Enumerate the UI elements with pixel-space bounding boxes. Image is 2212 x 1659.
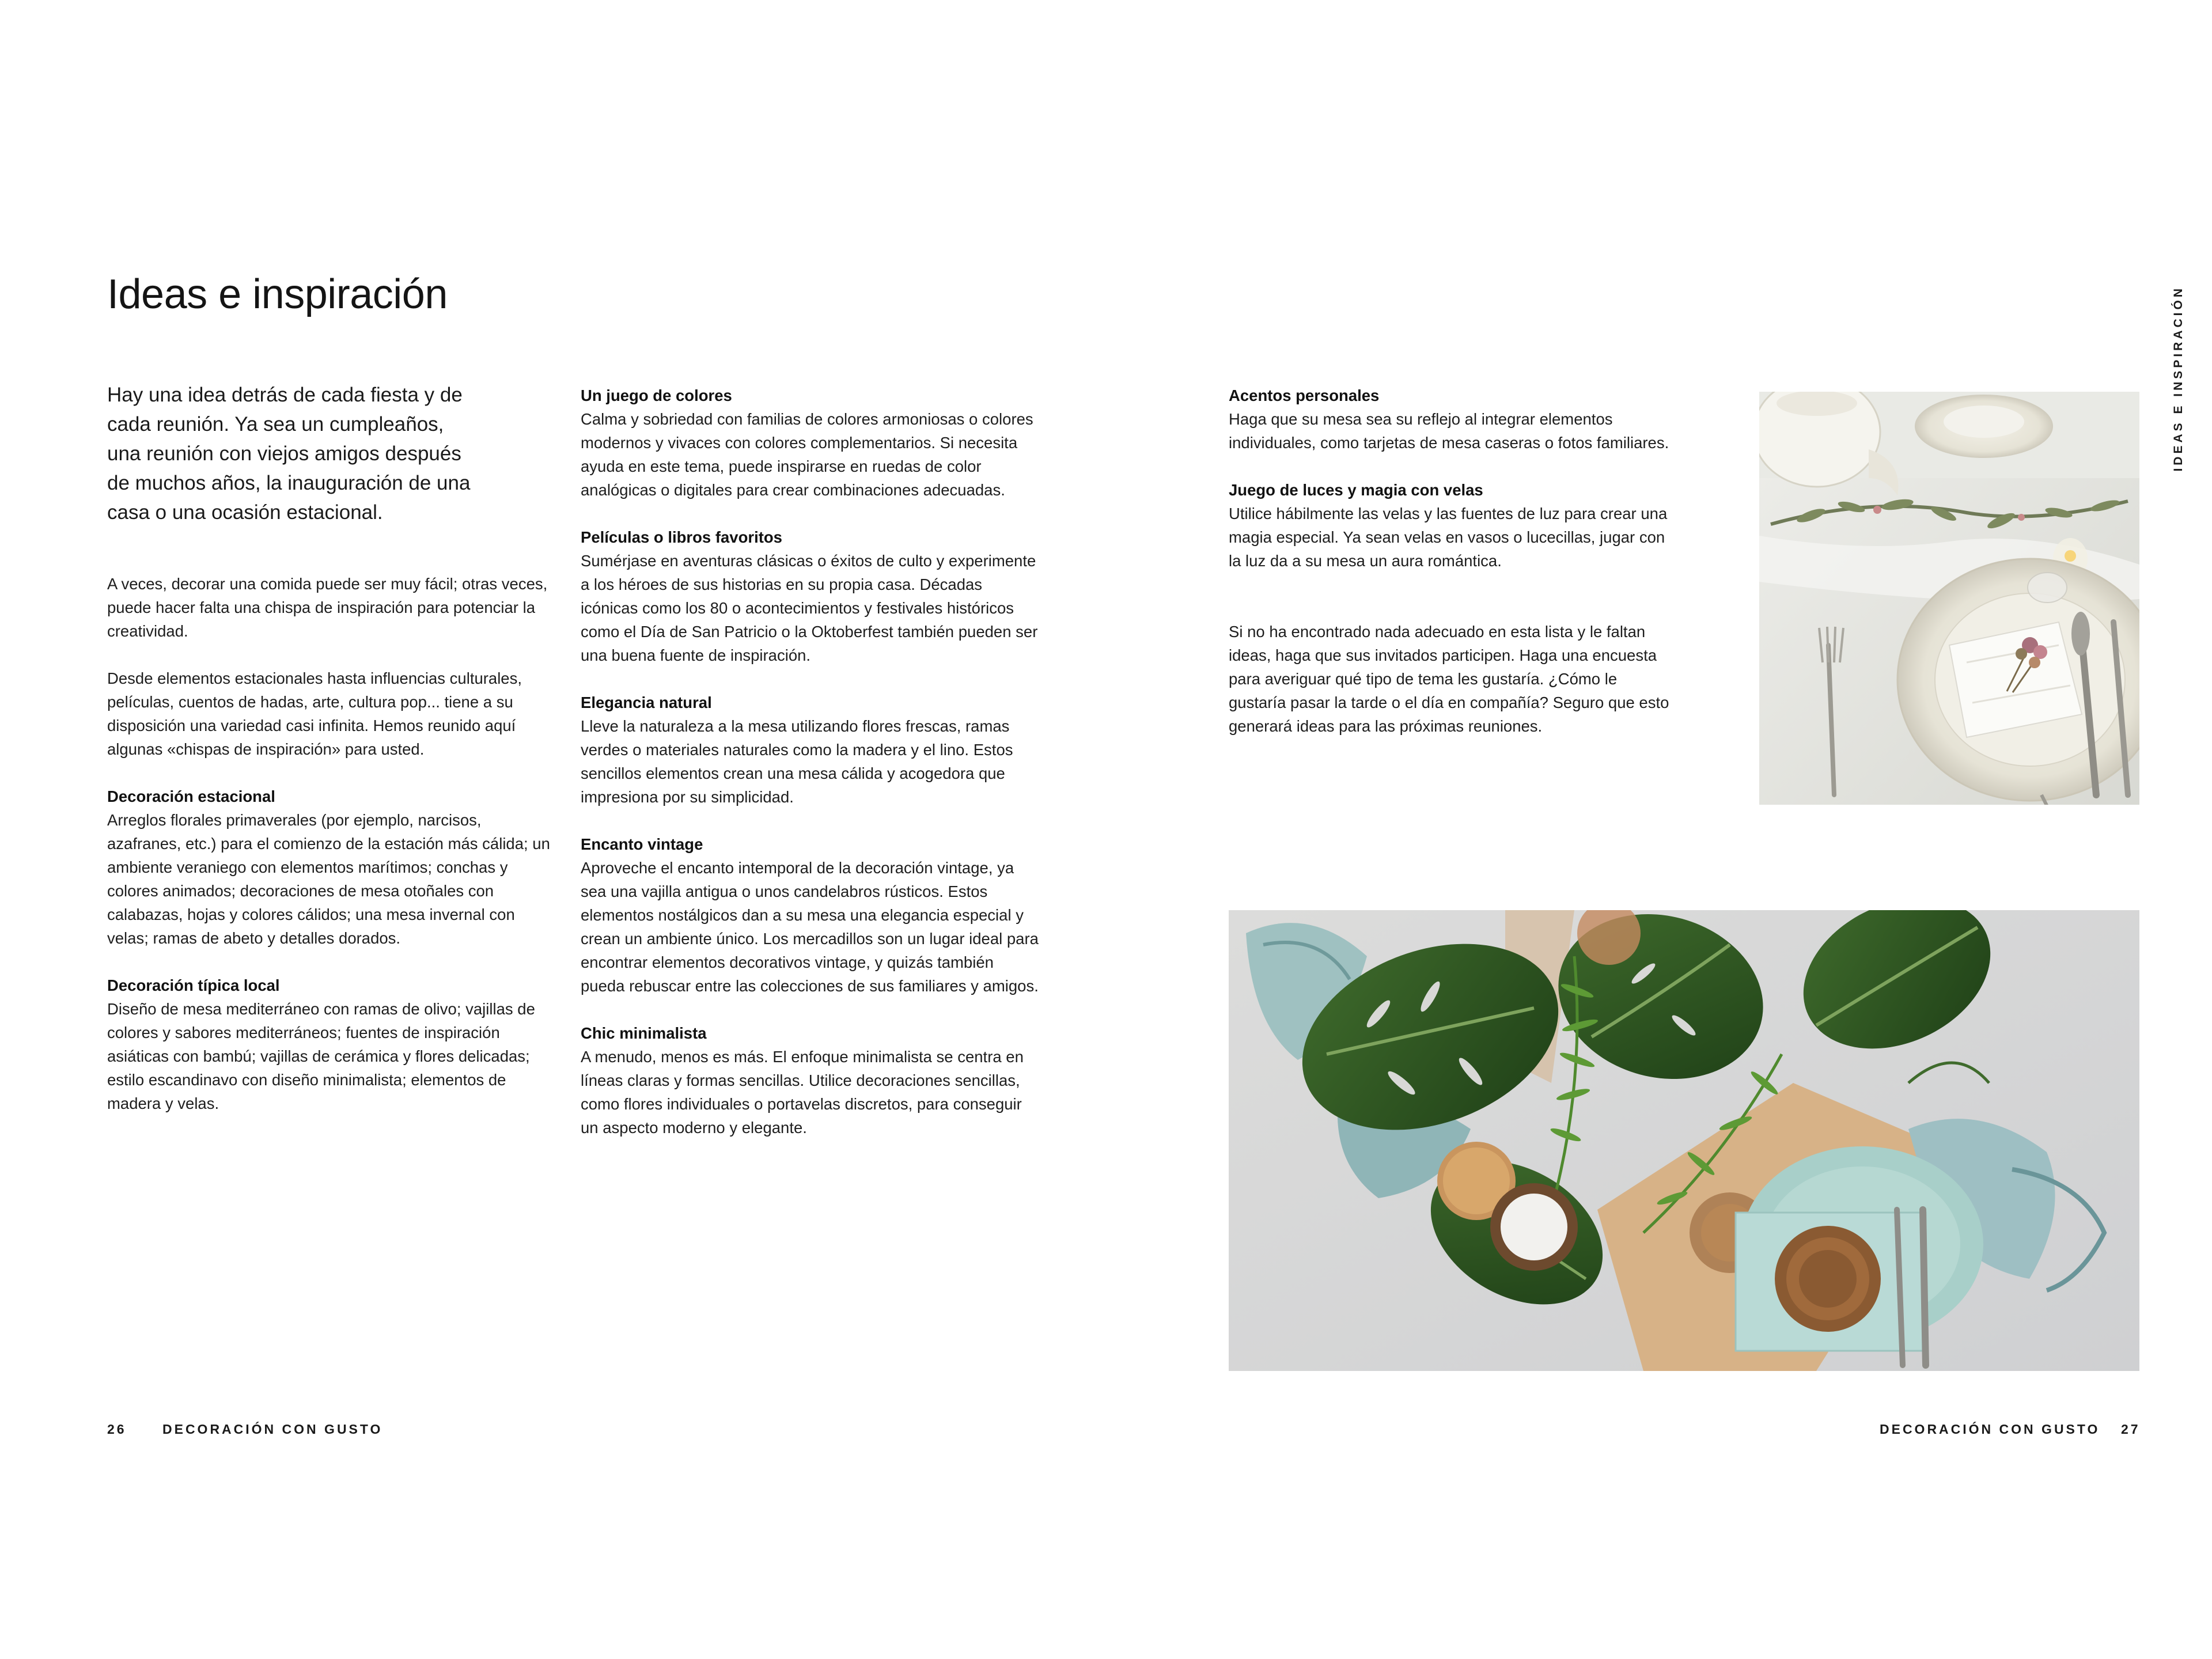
section-heading: Decoración típica local (107, 976, 280, 994)
left-page-number: 26 (107, 1422, 127, 1437)
page-title: Ideas e inspiración (107, 271, 448, 317)
column-2 (581, 384, 1041, 1139)
body-paragraph: A veces, decorar una comida puede ser muy fácil; otras veces, puede hacer falta una chispa de inspiración para potenciar la creatividad. (107, 575, 548, 640)
section-heading: Decoración estacional (107, 787, 275, 805)
section-heading: Un juego de colores (581, 387, 732, 404)
section-heading: Elegancia natural (581, 694, 712, 711)
tableware-photo (1759, 392, 2139, 805)
section-text: Aproveche el encanto intemporal de la decoración vintage, ya sea una vajilla antigua o unos candelabros rústicos. Estos elementos nostálgicos dan a su mesa una elegancia especial y crean un ambiente único. Los mercadillos son un lugar ideal para encontrar elementos decorativos vintage, y quizás también pueda rebuscar entre las colecciones de sus familiares y amigos. (581, 859, 1039, 995)
section-text: Sumérjase en aventuras clásicas o éxitos de culto y experimente a los héroes de sus historias en su propia casa. Décadas icónicas como los 80 o acontecimientos y festivales históricos como el Día de San Patricio o la Oktoberfest también pueden ser una buena fuente de inspiración. (581, 552, 1038, 664)
side-section-label (2172, 286, 2206, 476)
section-heading: Películas o libros favoritos (581, 528, 782, 546)
section-text: Utilice hábilmente las velas y las fuentes de luz para crear una magia especial. Ya sean velas en vasos o lucecillas, jugar con la luz da a su mesa un aura romántica. (1229, 505, 1668, 570)
section-text: Diseño de mesa mediterráneo con ramas de olivo; vajillas de colores y sabores mediterráneos; fuentes de inspiración asiáticas con bambú; vajillas de cerámica y flores delicadas; estilo escandinavo con diseño minimalista; elementos de madera y velas. (107, 1000, 535, 1112)
column-3 (1229, 384, 1678, 738)
right-running-title: DECORACIÓN CON GUSTO (1880, 1422, 2100, 1437)
section-text: Haga que su mesa sea su reflejo al integrar elementos individuales, como tarjetas de mesa caseras o fotos familiares. (1229, 410, 1669, 452)
column-1 (107, 572, 556, 1115)
left-running-title: DECORACIÓN CON GUSTO (162, 1422, 383, 1437)
right-page-number: 27 (2121, 1422, 2141, 1437)
section-text: A menudo, menos es más. El enfoque minimalista se centra en líneas claras y formas sencillas. Utilice decoraciones sencillas, como flores individuales o portavelas discretos, para conseguir un aspecto moderno y elegante. (581, 1048, 1024, 1137)
section-text: Lleve la naturaleza a la mesa utilizando flores frescas, ramas verdes o materiales naturales como la madera y el lino. Estos sencillos elementos crean una mesa cálida y acogedora que impresiona por su simplicidad. (581, 717, 1013, 806)
closing-paragraph: Si no ha encontrado nada adecuado en esta lista y le faltan ideas, haga que sus invitados participen. Haga una encuesta para averiguar qué tipo de tema les gustaría. ¿Cómo le gustaría pasar la tarde o el día en compañía? Seguro que esto generará ideas para las próximas reuniones. (1229, 623, 1669, 735)
monstera-table-photo (1229, 910, 2139, 1371)
intro-paragraph: Hay una idea detrás de cada fiesta y de cada reunión. Ya sea un cumpleaños, una reunión con viejos amigos después de muchos años, la inauguración de una casa o una ocasión estacional. (107, 384, 471, 524)
section-heading: Encanto vintage (581, 835, 703, 853)
section-text: Arreglos florales primaverales (por ejemplo, narcisos, azafranes, etc.) para el comienzo de la estación más cálida; un ambiente veraniego con elementos marítimos; conchas y colores animados; decoraciones de mesa otoñales con calabazas, hojas y colores cálidos; una mesa invernal con velas; ramas de abeto y detalles dorados. (107, 811, 550, 947)
section-heading: Juego de luces y magia con velas (1229, 481, 1483, 499)
section-text: Calma y sobriedad con familias de colores armoniosas o colores modernos y vivaces con colores complementarios. Si necesita ayuda en este tema, puede inspirarse en ruedas de color analógicas o digitales para crear combinaciones adecuadas. (581, 410, 1033, 499)
body-paragraph: Desde elementos estacionales hasta influencias culturales, películas, cuentos de hadas, arte, cultura pop... tiene a su disposición una variedad casi infinita. Hemos reunido aquí algunas «chispas de inspiración» para usted. (107, 669, 522, 758)
section-heading: Chic minimalista (581, 1024, 707, 1042)
section-heading: Acentos personales (1229, 387, 1380, 404)
side-label-text: IDEAS E INSPIRACIÓN (2172, 286, 2185, 472)
